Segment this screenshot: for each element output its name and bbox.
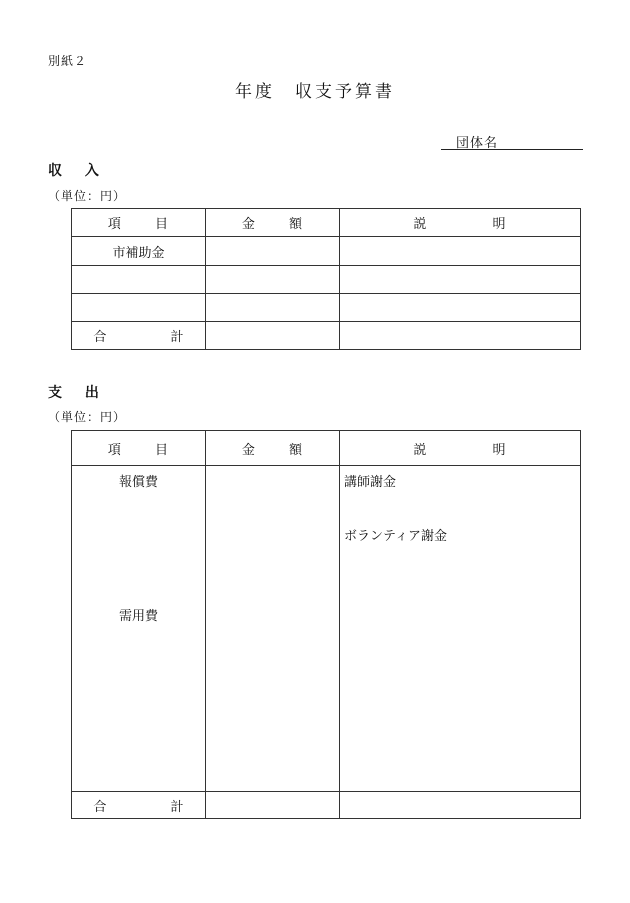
table-row	[72, 294, 581, 322]
expense-total-description	[340, 792, 581, 819]
expense-description-cell	[340, 466, 581, 792]
expense-item-honorarium: 報償費	[118, 475, 158, 490]
income-total-description	[340, 322, 581, 350]
income-total-amount	[206, 322, 340, 350]
income-item-cell: 市補助金	[72, 237, 206, 266]
expense-desc-volunteer-fee: ボランティア謝金	[344, 529, 447, 544]
expense-header-row	[72, 431, 581, 466]
income-description-cell	[340, 237, 581, 266]
document-label: 別紙２	[48, 54, 88, 68]
income-item-cell	[72, 294, 206, 322]
expense-amount-cell	[206, 466, 340, 792]
income-table	[71, 208, 581, 350]
document-title: 年度 収支予算書	[235, 82, 395, 102]
income-amount-cell	[206, 266, 340, 294]
expense-item-cell	[72, 466, 206, 792]
income-item-cell	[72, 266, 206, 294]
expense-heading: 支 出	[48, 385, 101, 401]
table-row	[72, 266, 581, 294]
expense-total-row	[72, 792, 581, 819]
income-total-row	[72, 322, 581, 350]
income-header-description: 説 明	[340, 209, 581, 237]
expense-header-description: 説 明	[340, 431, 581, 466]
expense-header-amount: 金 額	[206, 431, 340, 466]
organization-name-field	[441, 132, 583, 150]
income-amount-cell	[206, 294, 340, 322]
expense-total-amount	[206, 792, 340, 819]
income-total-label: 合 計	[72, 322, 206, 350]
expense-unit: （単位：円）	[48, 410, 127, 424]
income-header-amount: 金 額	[206, 209, 340, 237]
income-header-item: 項 目	[72, 209, 206, 237]
expense-table	[71, 430, 581, 819]
income-header-row	[72, 209, 581, 237]
expense-item-supplies: 需用費	[118, 609, 158, 624]
table-row	[72, 237, 581, 266]
income-amount-cell	[206, 237, 340, 266]
expense-header-item: 項 目	[72, 431, 206, 466]
income-description-cell	[340, 294, 581, 322]
organization-label: 団体名	[456, 136, 499, 151]
income-unit: （単位：円）	[48, 189, 127, 203]
income-heading: 収 入	[48, 163, 101, 179]
expense-desc-lecturer-fee: 講師謝金	[344, 475, 397, 490]
expense-body-row	[72, 466, 581, 792]
income-description-cell	[340, 266, 581, 294]
expense-total-label: 合 計	[72, 792, 206, 819]
